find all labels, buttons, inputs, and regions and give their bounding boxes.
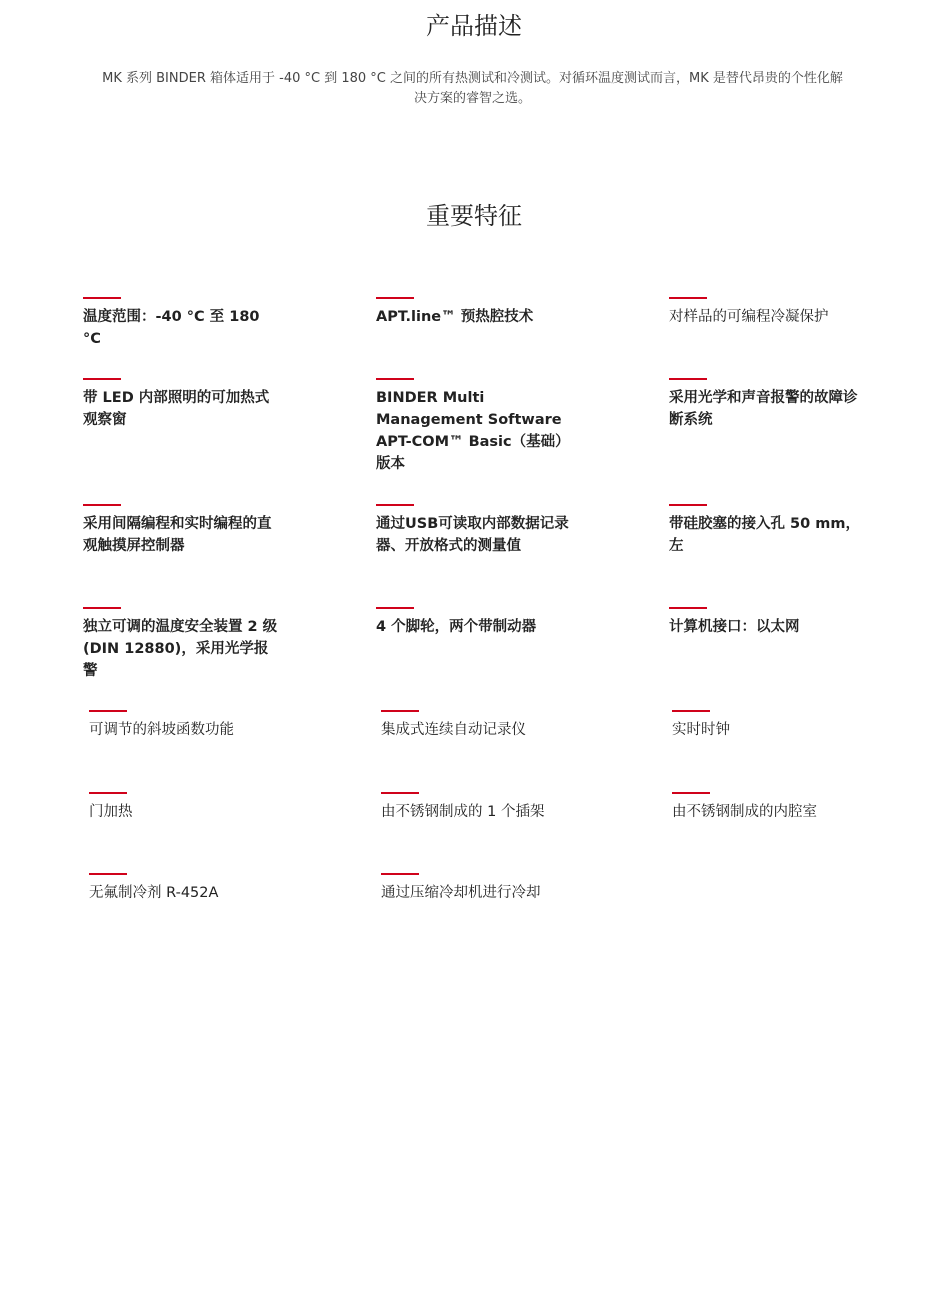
feature-item	[83, 504, 278, 557]
feature-item	[672, 710, 867, 741]
feature-text: 对样品的可编程冷凝保护	[669, 309, 829, 325]
feature-item	[669, 504, 864, 557]
feature-item	[89, 792, 284, 823]
feature-item	[672, 792, 867, 823]
feature-item	[669, 607, 864, 638]
feature-text: 采用间隔编程和实时编程的直观触摸屏控制器	[83, 516, 272, 554]
accent-bar	[376, 607, 414, 609]
feature-text: 独立可调的温度安全装置 2 级 (DIN 12880)，采用光学报警	[83, 619, 278, 679]
feature-item	[89, 873, 284, 904]
feature-text: 通过USB可读取内部数据记录器、开放格式的测量值	[376, 516, 569, 554]
accent-bar	[381, 710, 419, 712]
accent-bar	[89, 792, 127, 794]
description-title: 产品描述	[426, 12, 522, 40]
description-text: MK 系列 BINDER 箱体适用于 -40 °C 到 180 °C 之间的所有热测试和冷测试。对循环温度测试而言，MK 是替代昂贵的个性化解决方案的睿智之选。	[102, 71, 843, 106]
feature-item	[381, 710, 576, 741]
features-title: 重要特征	[426, 202, 522, 230]
accent-bar	[669, 378, 707, 380]
accent-bar	[83, 504, 121, 506]
accent-bar	[669, 504, 707, 506]
feature-text: 通过压缩冷却机进行冷却	[381, 885, 541, 901]
feature-text: 由不锈钢制成的内腔室	[672, 804, 817, 820]
accent-bar	[89, 710, 127, 712]
accent-bar	[672, 792, 710, 794]
accent-bar	[83, 607, 121, 609]
feature-item	[83, 378, 278, 431]
accent-bar	[381, 792, 419, 794]
feature-item	[89, 710, 284, 741]
feature-item	[376, 607, 571, 638]
feature-text: 由不锈钢制成的 1 个插架	[381, 804, 545, 820]
feature-text: 采用光学和声音报警的故障诊断系统	[669, 390, 858, 428]
feature-text: 可调节的斜坡函数功能	[89, 722, 234, 738]
accent-bar	[376, 504, 414, 506]
feature-text: 实时时钟	[672, 722, 730, 738]
feature-item	[83, 297, 278, 350]
feature-item	[376, 297, 571, 328]
feature-text: 门加热	[89, 804, 133, 820]
accent-bar	[669, 297, 707, 299]
feature-text: BINDER Multi Management Software APT-COM™ Basic（基础）版本	[376, 390, 570, 472]
feature-item	[669, 378, 864, 431]
feature-text: 温度范围：-40 °C 至 180 °C	[83, 309, 260, 347]
feature-text: APT.line™ 预热腔技术	[376, 309, 534, 325]
feature-item	[83, 607, 278, 682]
feature-item	[376, 378, 571, 475]
accent-bar	[89, 873, 127, 875]
accent-bar	[672, 710, 710, 712]
accent-bar	[83, 297, 121, 299]
accent-bar	[669, 607, 707, 609]
feature-item	[376, 504, 571, 557]
feature-text: 集成式连续自动记录仪	[381, 722, 526, 738]
feature-item	[381, 792, 576, 823]
accent-bar	[376, 297, 414, 299]
feature-text: 带 LED 内部照明的可加热式观察窗	[83, 390, 270, 428]
accent-bar	[83, 378, 121, 380]
accent-bar	[381, 873, 419, 875]
feature-item	[381, 873, 576, 904]
accent-bar	[376, 378, 414, 380]
feature-text: 无氟制冷剂 R-452A	[89, 885, 219, 901]
feature-item	[669, 297, 864, 328]
feature-text: 4 个脚轮，两个带制动器	[376, 619, 537, 635]
feature-text: 带硅胶塞的接入孔 50 mm，左	[669, 516, 860, 554]
feature-text: 计算机接口：以太网	[669, 619, 800, 635]
